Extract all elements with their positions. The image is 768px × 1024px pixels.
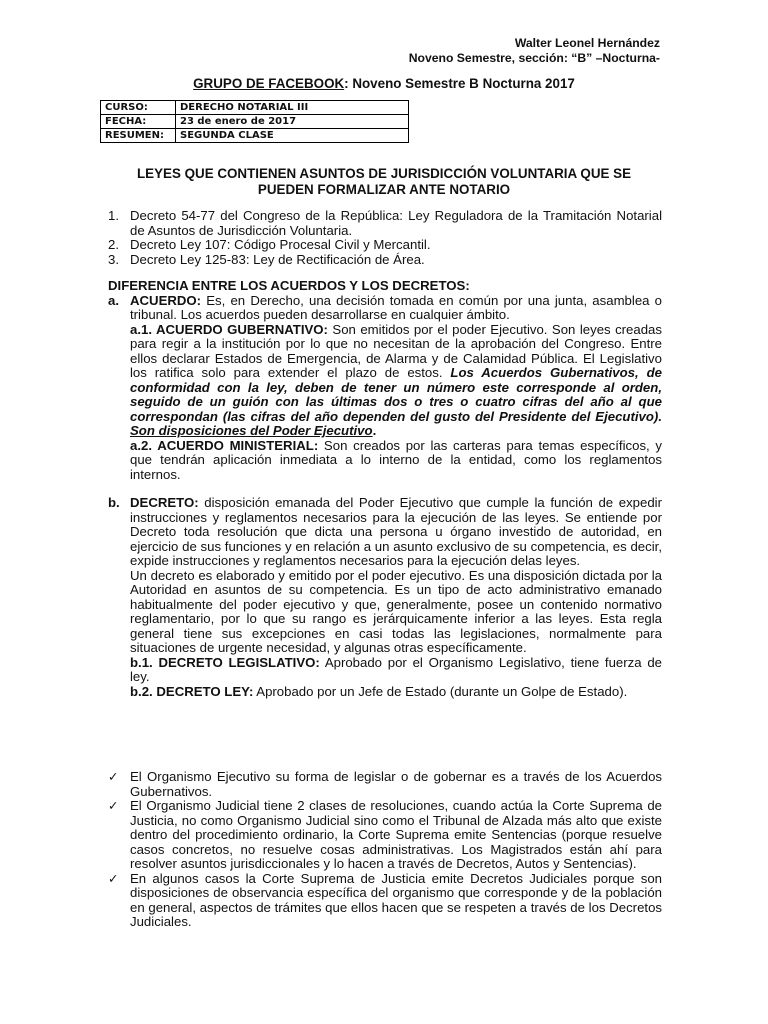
table-row	[101, 115, 409, 129]
list-number: 3.	[108, 251, 119, 267]
list-item	[108, 253, 662, 268]
acuerdo-marker: a.	[108, 292, 119, 308]
author-name: Walter Leonel Hernández	[514, 36, 660, 50]
acuerdo-block	[108, 294, 662, 483]
decreto-ley	[130, 685, 662, 700]
checkmark-icon: ✓	[108, 769, 119, 784]
course-key: CURSO:	[101, 101, 176, 115]
note-text: El Organismo Judicial tiene 2 clases de resoluciones, cuando actúa la Corte Suprema de Justicia, no como Organismo Judicial sino como el Tribunal de Alzada más alto que existe dentro del procedimiento ordinario, la Corte Suprema emite Sentencias (porque resuelve casos concretos, no resuelve cosas administrativas. Los Magistrados están ahí para resolver asuntos jurisdiccionales y lo hacen a través de Decretos, Autos y Sentencias).	[130, 798, 662, 871]
decreto-text-1: disposición emanada del Poder Ejecutivo que cumple la función de expedir instrucciones y reglamentos necesarios para la ejecución de las leyes. Se entiende por Decreto toda resolución que dicta una persona u órgano investido de autoridad, en ejercicio de sus funciones y en relación a un asunto exclusivo de su competencia, es decir, expide instrucciones y reglamentos necesarios para la ejecución delas leyes.	[130, 495, 662, 568]
course-value: DERECHO NOTARIAL III	[176, 101, 409, 115]
table-row	[101, 129, 409, 143]
law-text: Decreto 54-77 del Congreso de la República: Ley Reguladora de la Tramitación Notarial de Asuntos de Jurisdicción Voluntaria.	[130, 208, 662, 238]
acuerdo-ministerial	[130, 439, 662, 483]
facebook-group-line	[0, 76, 768, 91]
decreto-legislativo-text: Aprobado por el Organismo Legislativo, tiene fuerza de ley.	[130, 654, 662, 684]
list-number: 1.	[108, 208, 119, 223]
acuerdo-gubernativo	[130, 323, 662, 439]
acuerdo-gubernativo-text: Son emitidos por el poder Ejecutivo. Son leyes creadas para regir a la institución por lo que no necesitan de la aprobación del Congreso. Entre ellos declarar Estados de Emergencia, de Alarma y de Calamidad Pública. El Legislativo los ratifica solo para extender el plazo de estos.	[130, 321, 662, 380]
decreto-definition	[130, 496, 662, 569]
acuerdo-definition	[130, 294, 662, 323]
list-item	[108, 872, 662, 930]
list-item	[108, 209, 662, 238]
decreto-ley-text: Aprobado por un Jefe de Estado (durante un Golpe de Estado).	[253, 683, 628, 699]
decreto-legislativo	[130, 656, 662, 685]
laws-list	[108, 209, 662, 267]
decreto-text-2: Un decreto es elaborado y emitido por el poder ejecutivo. Es una disposición dictada por la Autoridad en asuntos de su competencia. Es un tipo de acto administrativo emanado habitualmente del poder ejecutivo y que, generalmente, posee un contenido normativo reglamentario, por lo que su rango es jerárquicamente inferior a las leyes. Esta regla general tiene sus excepciones en casi todas las legislaciones, normalmente para situaciones de urgente necesidad, y algunas otras específicamente.	[130, 567, 662, 655]
date-value: 23 de enero de 2017	[176, 115, 409, 129]
decreto-ley-term: b.2. DECRETO LEY:	[130, 683, 254, 699]
laws-heading: LEYES QUE CONTIENEN ASUNTOS DE JURISDICCIÓN VOLUNTARIA QUE SE PUEDEN FORMALIZAR ANTE NOTARIO	[136, 166, 632, 197]
summary-value: SEGUNDA CLASE	[176, 129, 409, 143]
acuerdo-text: Es, en Derecho, una decisión tomada en común por una junta, asamblea o tribunal. Los acuerdos pueden desarrollarse en cualquier ámbito.	[130, 292, 662, 322]
differences-title: DIFERENCIA ENTRE LOS ACUERDOS Y LOS DECRETOS:	[108, 278, 470, 293]
acuerdo-gubernativo-emphasis: Los Acuerdos Gubernativos, de conformidad con la ley, deben de tener un número este corresponde al orden, seguido de un guión con las últimas dos o tres o cuatro cifras del año al que correspondan (las cifras del año dependen del gusto del Presidente del Ejecutivo).	[130, 365, 662, 424]
differences-section	[108, 279, 662, 699]
list-item	[108, 799, 662, 872]
note-text: El Organismo Ejecutivo su forma de legislar o de gobernar es a través de los Acuerdos Gubernativos.	[130, 769, 662, 799]
decreto-block	[108, 496, 662, 699]
acuerdo-ministerial-term: a.2. ACUERDO MINISTERIAL:	[130, 437, 319, 453]
notes-section	[108, 770, 662, 930]
decreto-legislativo-term: b.1. DECRETO LEGISLATIVO:	[130, 654, 320, 670]
checkmark-icon: ✓	[108, 870, 119, 886]
law-text: Decreto Ley 107: Código Procesal Civil y Mercantil.	[130, 237, 431, 252]
note-text: En algunos casos la Corte Suprema de Justicia emite Decretos Judiciales porque son disposiciones de observancia específica del organismo que corresponde y de la población en general, aspectos de trámites que ellos hacen que se respeten a través de los Decretos Judiciales.	[130, 870, 662, 929]
group-value: : Noveno Semestre B Nocturna 2017	[344, 76, 575, 91]
notes-list	[108, 770, 662, 930]
table-row	[101, 101, 409, 115]
decreto-marker: b.	[108, 495, 120, 510]
acuerdo-gubernativo-underlined: Son disposiciones del Poder Ejecutivo	[130, 423, 373, 438]
laws-section	[108, 209, 662, 267]
author-block	[409, 36, 660, 66]
list-item	[108, 238, 662, 253]
semester-section: Noveno Semestre, sección: “B” –Nocturna-	[408, 51, 660, 65]
acuerdo-gubernativo-end: .	[372, 423, 377, 438]
law-text: Decreto Ley 125-83: Ley de Rectificación de Área.	[130, 251, 425, 267]
summary-key: RESUMEN:	[101, 129, 176, 143]
decreto-term: DECRETO:	[130, 495, 199, 510]
date-key: FECHA:	[101, 115, 176, 129]
list-number: 2.	[108, 237, 119, 252]
acuerdo-gubernativo-term: a.1. ACUERDO GUBERNATIVO:	[130, 321, 328, 337]
acuerdo-term: ACUERDO:	[130, 292, 202, 308]
course-info-table	[100, 100, 409, 143]
list-item	[108, 770, 662, 799]
acuerdo-ministerial-text: Son creados por las carteras para temas específicos, y que tendrán aplicación inmediata a lo interno de la entidad, como los reglamentos internos.	[130, 437, 662, 482]
group-label: GRUPO DE FACEBOOK	[193, 76, 345, 91]
checkmark-icon: ✓	[108, 798, 119, 813]
